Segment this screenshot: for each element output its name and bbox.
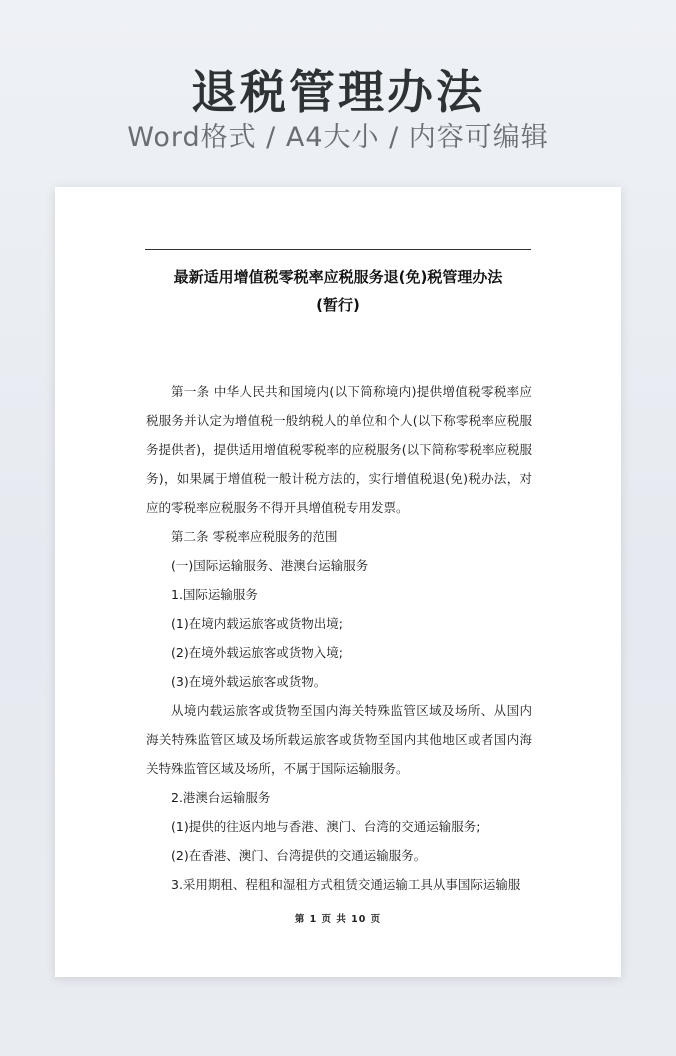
- paragraph: 1.国际运输服务: [171, 587, 258, 602]
- paragraph: (1)提供的往返内地与香港、澳门、台湾的交通运输服务;: [171, 819, 481, 834]
- paragraph: 从境内载运旅客或货物至国内海关特殊监管区域及场所、从国内海关特殊监管区域及场所载运旅客或货物至国内其他地区或者国内海关特殊监管区域及场所，不属于国际运输服务。: [146, 703, 532, 776]
- paragraph: 3.采用期租、程租和湿租方式租赁交通运输工具从事国际运输服: [171, 877, 521, 892]
- document-body: [146, 377, 532, 899]
- paragraph: 2.港澳台运输服务: [171, 790, 271, 805]
- document-title-line-1: 最新适用增值税零税率应税服务退(免)税管理办法: [173, 268, 503, 286]
- paragraph: (2)在境外载运旅客或货物入境;: [171, 645, 343, 660]
- document-title: [145, 263, 531, 319]
- paragraph: 第二条 零税率应税服务的范围: [171, 529, 338, 544]
- document-title-line-2: (暂行): [316, 296, 360, 314]
- paragraph: 第一条 中华人民共和国境内(以下简称境内)提供增值税零税率应税服务并认定为增值税一般纳税人的单位和个人(以下称零税率应税服务提供者)，提供适用增值税零税率的应税服务(以下简称零税率应税服务)，如果属于增值税一般计税方法的，实行增值税退(免)税办法，对应的零税率应税服务不得开具增值税专用发票。: [146, 384, 532, 515]
- paragraph: (2)在香港、澳门、台湾提供的交通运输服务。: [171, 848, 427, 863]
- banner-title: 退税管理办法: [191, 65, 485, 119]
- banner-subtitle: Word格式 / A4大小 / 内容可编辑: [127, 122, 549, 153]
- document-page: [55, 187, 621, 977]
- page-footer: 第 1 页 共 10 页: [294, 914, 382, 925]
- paragraph: (一)国际运输服务、港澳台运输服务: [171, 558, 369, 573]
- paragraph: (1)在境内载运旅客或货物出境;: [171, 616, 343, 631]
- paragraph: (3)在境外载运旅客或货物。: [171, 674, 327, 689]
- header-rule: [145, 249, 531, 250]
